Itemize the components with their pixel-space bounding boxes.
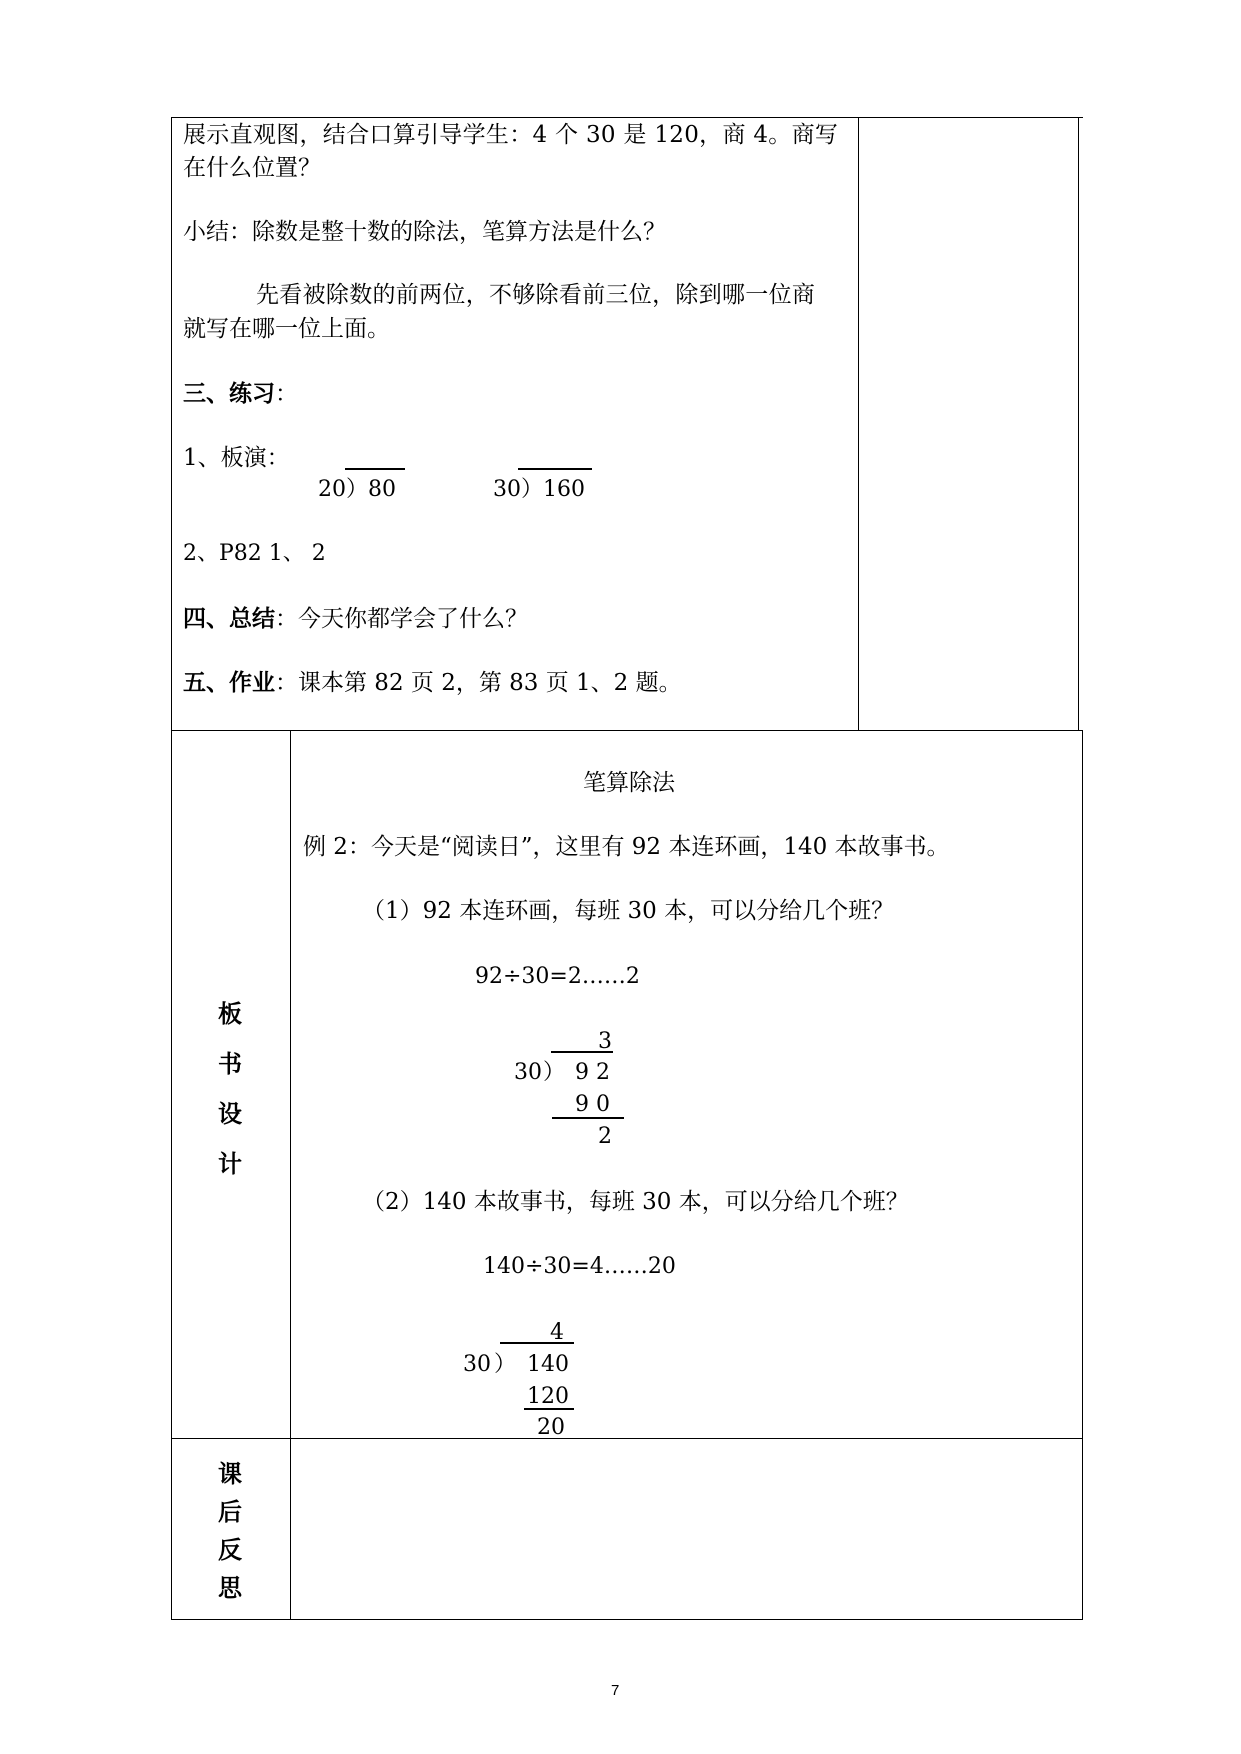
div2-product: 120 bbox=[527, 1384, 569, 1409]
div2-bracket: ） bbox=[494, 1352, 517, 1377]
table-row-divider-2 bbox=[171, 1438, 1083, 1439]
reflection-label-char-1: 课 bbox=[218, 1459, 242, 1488]
page-number: 7 bbox=[611, 1682, 620, 1699]
practice2: 2、P82 1、 2 bbox=[183, 541, 326, 566]
board-label-char-3: 设 bbox=[218, 1099, 242, 1128]
procedure-para2-line2: 就写在哪一位上面。 bbox=[183, 316, 390, 342]
table-label-divider bbox=[290, 730, 291, 1620]
table-right-border-top bbox=[1078, 117, 1079, 730]
practice1-b: 30）160 bbox=[493, 477, 585, 502]
section5-title: 五、作业 bbox=[183, 669, 275, 696]
div1-product-underline bbox=[552, 1117, 624, 1119]
board-label-char-1: 板 bbox=[218, 999, 242, 1028]
practice1-a: 20）80 bbox=[318, 477, 396, 502]
board-question-2: （2）140 本故事书，每班 30 本，可以分给几个班？ bbox=[362, 1189, 909, 1215]
procedure-para1-line1: 展示直观图，结合口算引导学生：4 个 30 是 120，商 4。商写 bbox=[183, 122, 839, 148]
practice1-label: 1、板演： bbox=[183, 445, 290, 471]
section4-title: 四、总结 bbox=[183, 605, 275, 632]
div2-divisor: 30 bbox=[463, 1352, 491, 1377]
board-equation-1: 92÷30=2……2 bbox=[475, 964, 640, 989]
section3-colon: ： bbox=[275, 381, 298, 407]
procedure-para2-line1: 先看被除数的前两位，不够除看前三位，除到哪一位商 bbox=[256, 282, 816, 308]
div2-dividend: 140 bbox=[527, 1352, 569, 1377]
board-label-char-2: 书 bbox=[218, 1049, 242, 1078]
div1-dividend: 9 2 bbox=[575, 1060, 610, 1085]
board-title: 笔算除法 bbox=[583, 770, 675, 796]
section4-text: ：今天你都学会了什么？ bbox=[275, 606, 528, 632]
div2-quotient: 4 bbox=[550, 1320, 564, 1345]
div1-divisor: 30 bbox=[514, 1060, 542, 1085]
div2-product-underline bbox=[524, 1408, 574, 1410]
board-example: 例 2：今天是“阅读日”，这里有 92 本连环画，140 本故事书。 bbox=[303, 834, 950, 860]
section3-title: 三、练习 bbox=[183, 380, 275, 407]
div2-bar bbox=[500, 1342, 574, 1344]
table-row-divider-1 bbox=[171, 730, 1083, 731]
section3-heading bbox=[183, 382, 298, 406]
board-equation-2: 140÷30=4……20 bbox=[483, 1254, 676, 1279]
procedure-summary: 小结：除数是整十数的除法，笔算方法是什么？ bbox=[183, 219, 666, 245]
div1-product: 9 0 bbox=[575, 1092, 610, 1117]
table-left-border bbox=[171, 117, 172, 1620]
board-question-1: （1）92 本连环画，每班 30 本，可以分给几个班？ bbox=[362, 898, 895, 924]
table-bottom-border bbox=[171, 1619, 1083, 1620]
table-top-border bbox=[171, 117, 1083, 118]
table-col-divider-top bbox=[858, 117, 859, 730]
div1-quotient: 3 bbox=[598, 1029, 612, 1054]
section5-text: ：课本第 82 页 2，第 83 页 1、2 题。 bbox=[275, 670, 682, 696]
reflection-label-char-3: 反 bbox=[218, 1535, 242, 1564]
div1-remainder: 2 bbox=[598, 1124, 612, 1149]
section4-heading bbox=[183, 607, 528, 631]
practice1-b-division-bar bbox=[518, 468, 592, 470]
div1-bar bbox=[551, 1051, 613, 1053]
board-label-char-4: 计 bbox=[218, 1149, 242, 1178]
practice1-a-division-bar bbox=[345, 468, 405, 470]
section5-heading bbox=[183, 671, 682, 695]
reflection-label-char-2: 后 bbox=[218, 1497, 242, 1526]
table-right-border-bottom bbox=[1082, 730, 1083, 1620]
reflection-label-char-4: 思 bbox=[218, 1573, 242, 1602]
div2-remainder: 20 bbox=[537, 1415, 565, 1440]
div1-bracket: ） bbox=[543, 1060, 566, 1085]
procedure-para1-line2: 在什么位置？ bbox=[183, 155, 321, 181]
